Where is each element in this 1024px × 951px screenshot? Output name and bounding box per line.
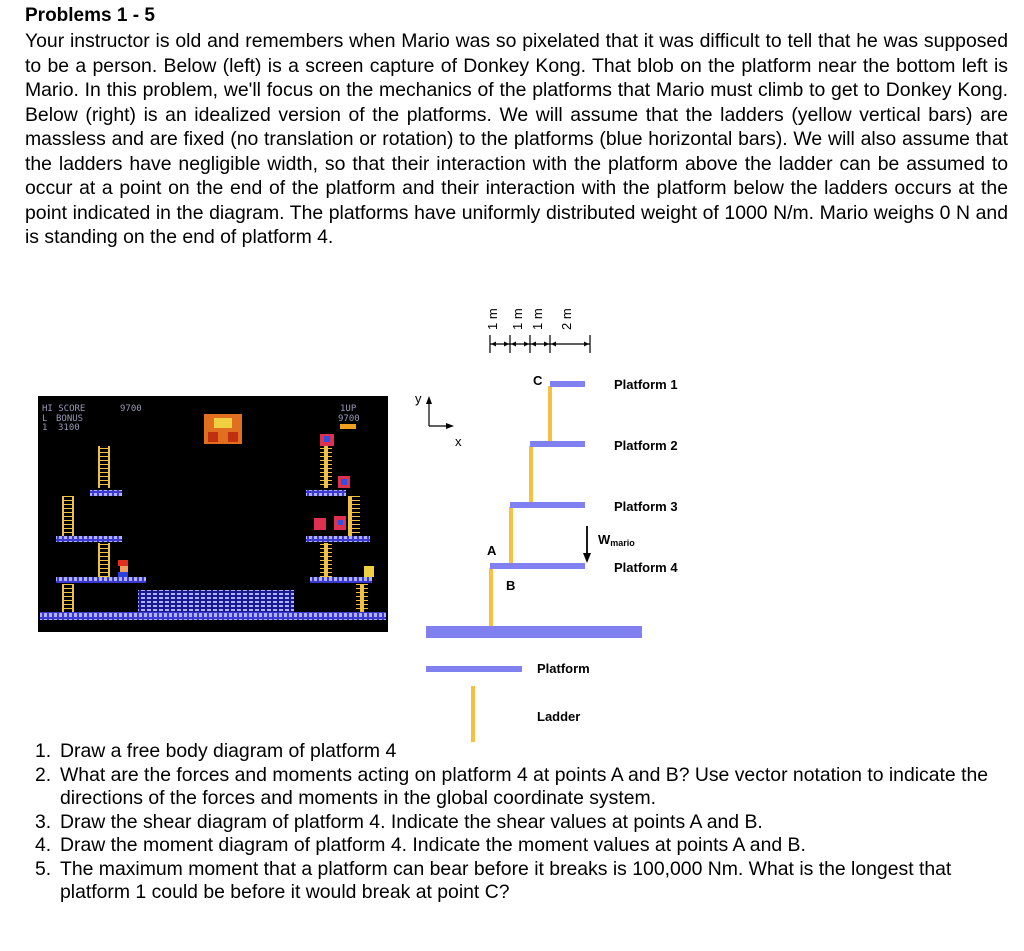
- legend-platform-label: Platform: [537, 661, 590, 676]
- axis-x-label: x: [455, 434, 462, 449]
- legend-ladder-swatch: [471, 686, 475, 742]
- dimension-arrows: [490, 335, 590, 353]
- problem-intro: Your instructor is old and remembers when Mario was so pixelated that it was difficult to tell that he was supposed to be a person. Below (left) is a screen capture of Donkey Kong. That blob on the platform near the bottom left is Mario. In this problem, we'll focus on the mechanics of the platforms that Mario must climb to get to Donkey Kong. Below (right) is an idealized version of the platforms. We will assume that the ladders (yellow vertical bars) are massless and are fixed (no translation or rotation) to the platforms (blue horizontal bars). We will also assume that the ladders have negligible width, so that their interaction with the platform above the ladder can be assumed to occur at a point on the end of the platform and their interaction with the platform below the ladders occurs at the point indicated in the diagram. The platforms have uniformly distributed weight of 1000 N/m. Mario weighs 0 N and is standing on the end of platform 4.: [25, 30, 1008, 248]
- question-item: [25, 764, 1015, 811]
- player-score: 9700: [338, 414, 360, 424]
- legend-platform-swatch: [426, 666, 522, 672]
- bonus-label: BONUS: [56, 414, 84, 424]
- game-bricks: [138, 590, 294, 612]
- bonus-value: 3100: [58, 423, 80, 433]
- platform-1-label: Platform 1: [614, 377, 678, 392]
- platform-3-label: Platform 3: [614, 499, 678, 514]
- dim-label: 1 m: [530, 308, 545, 330]
- lives-label: L: [42, 414, 48, 424]
- point-a-label: A: [487, 543, 497, 558]
- game-girder: [56, 577, 146, 583]
- question-text: Draw the moment diagram of platform 4. Indicate the moment values at points A and B.: [60, 834, 806, 856]
- donkey-kong-sprite: [204, 414, 242, 444]
- fireball-enemy: [314, 516, 346, 530]
- ladder-4: [489, 568, 493, 629]
- platform-4-label: Platform 4: [614, 560, 678, 575]
- point-c-label: C: [533, 373, 543, 388]
- axis-y-label: y: [415, 391, 422, 406]
- game-ladder: [98, 446, 110, 488]
- fireball-enemy: [338, 476, 350, 488]
- game-girder: [310, 577, 372, 583]
- dim-label: 2 m: [559, 308, 574, 330]
- hi-score-value: 9700: [120, 404, 142, 414]
- game-ladder: [348, 496, 360, 536]
- game-girder: [56, 536, 122, 542]
- question-number: 4.: [35, 834, 52, 856]
- game-ladder: [62, 496, 74, 536]
- ladder-1: [548, 386, 552, 446]
- question-item: [25, 740, 1015, 764]
- question-list: [25, 740, 1015, 905]
- platform-2-label: Platform 2: [614, 438, 678, 453]
- question-text: Draw the shear diagram of platform 4. Indicate the shear values at points A and B.: [60, 810, 763, 833]
- question-number: 5.: [35, 857, 52, 880]
- ground-platform-bar: [426, 626, 642, 638]
- ladder-2: [529, 446, 533, 507]
- question-number: 2.: [35, 763, 52, 786]
- question-text: Draw a free body diagram of platform 4: [60, 740, 397, 762]
- question-item: [25, 858, 1015, 905]
- platform-2-bar: [530, 441, 585, 447]
- game-ladder: [320, 543, 332, 577]
- game-floor: [40, 612, 386, 620]
- mario-sprite: [118, 560, 128, 577]
- platform-3-bar: [510, 502, 585, 508]
- platform-diagram: [400, 290, 710, 750]
- fireball-enemy: [364, 566, 374, 577]
- game-ladder: [62, 584, 74, 612]
- legend-ladder-label: Ladder: [537, 709, 581, 724]
- donkey-kong-screenshot: [38, 396, 388, 632]
- question-text: What are the forces and moments acting on platform 4 at points A and B? Use vector notation to indicate the directions of the forces and moments in the global coordinate system.: [60, 763, 989, 809]
- platform-1-bar: [550, 381, 585, 387]
- player-label: 1UP: [340, 404, 357, 414]
- level-label: 1: [42, 423, 48, 433]
- question-number: 3.: [35, 810, 52, 833]
- ladder-3: [509, 507, 513, 568]
- dim-label: 1 m: [485, 308, 500, 330]
- w-mario-arrow: [583, 526, 591, 563]
- fireball-enemy: [320, 434, 334, 446]
- question-item: [25, 811, 1015, 835]
- dim-label: 1 m: [510, 308, 525, 330]
- point-b-label: B: [506, 578, 516, 593]
- game-ladder: [320, 446, 332, 488]
- coordinate-axes: [426, 396, 454, 429]
- question-number: 1.: [35, 740, 52, 762]
- question-item: [25, 834, 1015, 858]
- game-girder: [306, 536, 370, 542]
- problem-title: Problems 1 - 5: [25, 5, 155, 26]
- lives-icons: [340, 424, 356, 429]
- hi-score-label: HI SCORE: [42, 404, 86, 414]
- game-ladder: [356, 584, 368, 612]
- platform-4-bar: [490, 563, 585, 569]
- w-mario-label: Wmario: [598, 532, 635, 548]
- game-girder: [90, 490, 122, 496]
- game-ladder: [98, 543, 110, 577]
- game-scene: [38, 396, 388, 632]
- question-text: The maximum moment that a platform can bear before it breaks is 100,000 Nm. What is the longest that platform 1 could be before it would break at point C?: [60, 857, 952, 903]
- game-girder: [306, 490, 346, 496]
